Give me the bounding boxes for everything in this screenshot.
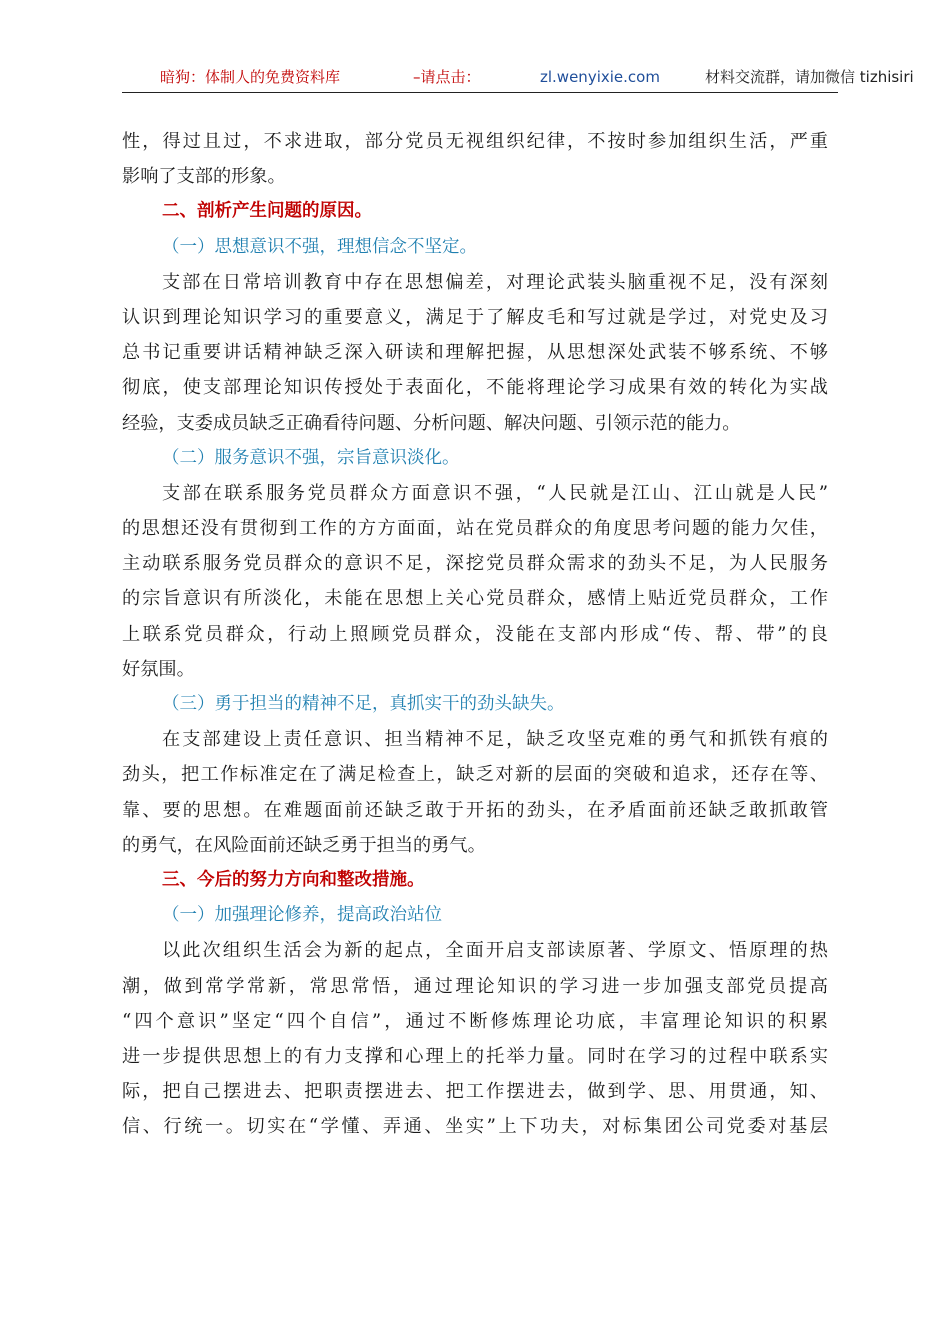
text-line: 认识到理论知识学习的重要意义，满足于了解皮毛和写过就是学过，对党史及习: [122, 306, 828, 328]
text-line: 性，得过且过，不求进取，部分党员无视组织纪律，不按时参加组织生活，严重: [122, 131, 828, 152]
text-line: 际，把自己摆进去、把职责摆进去、把工作摆进去，做到学、思、用贯通，知、: [122, 1081, 828, 1103]
text-line: 的勇气，在风险面前还缺乏勇于担当的勇气。: [122, 834, 486, 856]
text-line: 信、行统一。切实在“学懂、弄通、坐实”上下功夫，对标集团公司党委对基层: [122, 1116, 828, 1138]
text-line: 上联系党员群众，行动上照顾党员群众，没能在支部内形成“传、帮、带”的良: [122, 623, 828, 645]
text-line: 靠、要的思想。在难题面前还缺乏敢于开拓的劲头，在矛盾面前还缺乏敢抓敢管: [122, 799, 828, 821]
text-line: 以此次组织生活会为新的起点，全面开启支部读原著、学原文、悟原理的热: [162, 940, 828, 962]
text-line: 劲头，把工作标准定在了满足检查上，缺乏对新的层面的突破和追求，还存在等、: [122, 764, 828, 786]
text-line: 进一步提供思想上的有力支撑和心理上的托举力量。同时在学习的过程中联系实: [122, 1045, 828, 1067]
text-line: 彻底，使支部理论知识传授处于表面化，不能将理论学习成果有效的转化为实战: [122, 377, 828, 399]
page-header: [122, 66, 914, 93]
text-line: 主动联系服务党员群众的意识不足，深挖党员群众需求的劲头不足，为人民服务: [122, 553, 828, 575]
text-line: 支部在联系服务党员群众方面意识不强，“人民就是江山、江山就是人民”: [162, 482, 828, 504]
text-line: 好氛围。: [122, 658, 195, 680]
section-heading-two: 二、剖析产生问题的原因。: [162, 201, 372, 222]
header-click-prompt: –请点击：: [413, 68, 481, 86]
section-heading-three: 三、今后的努力方向和整改措施。: [162, 869, 425, 890]
header-url-link[interactable]: zl.wenyixie.com: [540, 68, 660, 86]
text-line: 的宗旨意识有所淡化，未能在思想上关心党员群众，感情上贴近党员群众，工作: [122, 588, 828, 610]
subsection-title-4: （一）加强理论修养，提高政治站位: [162, 905, 442, 926]
document-body: [122, 124, 828, 1144]
text-line: 总书记重要讲话精神缺乏深入研读和理解把握，从思想深处武装不够系统、不够: [122, 342, 828, 364]
header-brand: 暗狗：体制人的免费资料库: [160, 68, 341, 86]
text-line: 影响了支部的形象。: [122, 166, 286, 188]
header-contact: 材料交流群，请加微信 tizhisiri: [705, 68, 914, 86]
text-line: 在支部建设上责任意识、担当精神不足，缺乏攻坚克难的勇气和抓铁有痕的: [162, 729, 828, 751]
text-line: 支部在日常培训教育中存在思想偏差，对理论武装头脑重视不足，没有深刻: [162, 271, 828, 293]
subsection-title-2: （二）服务意识不强，宗旨意识淡化。: [162, 447, 460, 468]
subsection-title-1: （一）思想意识不强，理想信念不坚定。: [162, 236, 477, 257]
text-line: 潮，做到常学常新，常思常悟，通过理论知识的学习进一步加强支部党员提高: [122, 975, 828, 997]
text-line: “四个意识”坚定“四个自信”，通过不断修炼理论功底，丰富理论知识的积累: [122, 1010, 828, 1032]
subsection-title-3: （三）勇于担当的精神不足，真抓实干的劲头缺失。: [162, 694, 565, 714]
text-line: 的思想还没有贯彻到工作的方方面面，站在党员群众的角度思考问题的能力欠佳，: [122, 518, 828, 540]
text-line: 经验，支委成员缺乏正确看待问题、分析问题、解决问题、引领示范的能力。: [122, 412, 741, 434]
